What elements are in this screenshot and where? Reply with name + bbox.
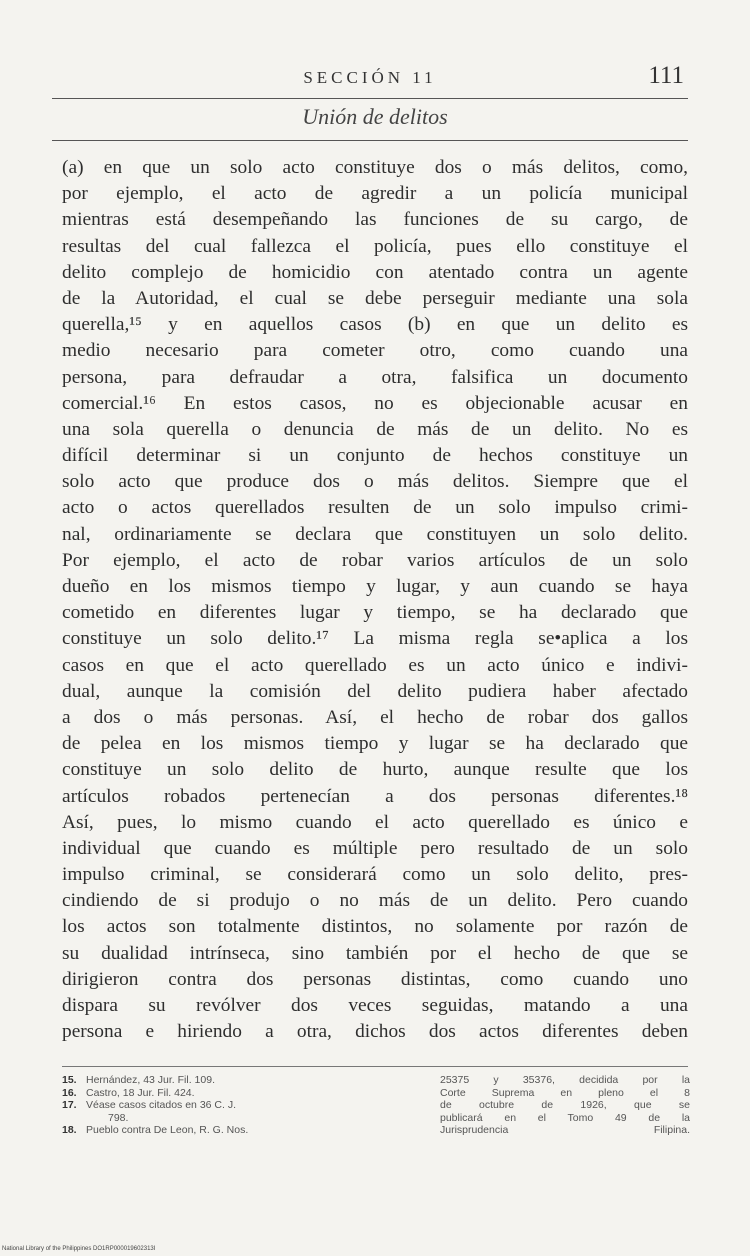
footnote-text: Hernández, 43 Jur. Fil. 109. bbox=[86, 1074, 215, 1086]
footnote-number: 18. bbox=[62, 1124, 77, 1137]
body-line: (a) en que un solo acto constituye dos o más delitos, como, bbox=[62, 157, 688, 178]
body-line: artículos robados pertenecían a dos personas diferentes.¹⁸ bbox=[62, 785, 688, 807]
footnotes-right-column bbox=[440, 1074, 690, 1137]
footnotes-left-column bbox=[62, 1074, 372, 1137]
footnote-text: Castro, 18 Jur. Fil. 424. bbox=[86, 1086, 195, 1099]
body-line: dual, aunque la comisión del delito pudiera haber afectado bbox=[62, 680, 688, 702]
body-line: difícil determinar si un conjunto de hechos constituye un bbox=[62, 445, 688, 467]
page-subtitle: Unión de delitos bbox=[302, 104, 448, 129]
body-line: querella,¹⁵ y en aquellos casos (b) en que un delito es bbox=[62, 314, 688, 336]
footnote-text: 798. bbox=[108, 1111, 129, 1124]
body-line: de la Autoridad, el cual se debe perseguir mediante una sola bbox=[62, 287, 688, 309]
body-line: individual que cuando es múltiple pero resultado de un solo bbox=[62, 837, 688, 859]
footnote bbox=[62, 1124, 372, 1137]
body-line: medio necesario para cometer otro, como cuando una bbox=[62, 340, 688, 362]
page-number: 111 bbox=[648, 62, 684, 89]
body-text bbox=[62, 155, 688, 1045]
footnote bbox=[62, 1099, 372, 1112]
body-line: nal, ordinariamente se declara que constituyen un solo delito. bbox=[62, 523, 688, 545]
body-line: los actos son totalmente distintos, no solamente por razón de bbox=[62, 916, 688, 938]
footnote-number: 16. bbox=[62, 1086, 77, 1099]
body-line: una sola querella o denuncia de más de un delito. No es bbox=[62, 418, 688, 440]
footnote-rule bbox=[62, 1066, 688, 1067]
body-line: dirigieron contra dos personas distintas, como cuando uno bbox=[62, 968, 688, 990]
body-line: acto o actos querellados resulten de un solo impulso crimi- bbox=[62, 497, 688, 519]
body-line: cometido en diferentes lugar y tiempo, se ha declarado que bbox=[62, 602, 688, 624]
body-line: delito complejo de homicidio con atentado contra un agente bbox=[62, 261, 688, 283]
footnote bbox=[62, 1112, 372, 1125]
footnote-text: Véase casos citados en 36 C. J. bbox=[86, 1099, 236, 1112]
scan-stamp: National Library of the Philippines DO1RP000019602313I bbox=[2, 1246, 156, 1252]
body-line: de pelea en los mismos tiempo y lugar se ha declarado que bbox=[62, 733, 688, 755]
body-line: dueño en los mismos tiempo y lugar, y aun cuando se haya bbox=[62, 576, 688, 597]
footnote-continuation-line: publicará en el Tomo 49 de la bbox=[440, 1111, 690, 1124]
body-line: por ejemplo, el acto de agredir a un policía municipal bbox=[62, 183, 688, 205]
body-line: dispara su revólver dos veces seguidas, matando a una bbox=[62, 995, 688, 1016]
body-line: persona, para defraudar a otra, falsifica un documento bbox=[62, 366, 688, 388]
body-line: cindiendo de si produjo o no más de un delito. Pero cuando bbox=[62, 890, 688, 912]
body-line: constituye un solo delito.¹⁷ La misma regla se•aplica a los bbox=[62, 628, 688, 650]
body-line: Así, pues, lo mismo cuando el acto querellado es único e bbox=[62, 811, 688, 833]
header-rule-bottom bbox=[52, 140, 688, 141]
body-line: impulso criminal, se considerará como un solo delito, pres- bbox=[62, 864, 688, 886]
body-line: mientras está desempeñando las funciones de su cargo, de bbox=[62, 209, 688, 231]
footnote-continuation-line: Jurisprudencia Filipina. bbox=[440, 1124, 690, 1137]
header-rule-top bbox=[52, 98, 688, 99]
page-header bbox=[52, 62, 688, 92]
body-line: constituye un solo delito de hurto, aunque resulte que los bbox=[62, 759, 688, 781]
footnote-continuation-line: 25375 y 35376, decidida por la bbox=[440, 1074, 690, 1086]
footnote-text: Pueblo contra De Leon, R. G. Nos. bbox=[86, 1124, 249, 1137]
body-line: su dualidad intrínseca, sino también por el hecho de que se bbox=[62, 942, 688, 964]
section-title: SECCIÓN 11 bbox=[303, 68, 437, 87]
body-line: solo acto que produce dos o más delitos. Siempre que el bbox=[62, 471, 688, 493]
footnote-number: 17. bbox=[62, 1099, 77, 1112]
body-line: a dos o más personas. Así, el hecho de robar dos gallos bbox=[62, 706, 688, 728]
footnote-continuation-line: Corte Suprema en pleno el 8 bbox=[440, 1086, 690, 1099]
footnote-number: 15. bbox=[62, 1074, 77, 1086]
footnote bbox=[62, 1074, 372, 1087]
footnote-continuation-line: de octubre de 1926, que se bbox=[440, 1099, 690, 1112]
footnote bbox=[62, 1087, 372, 1100]
body-line: comercial.¹⁶ En estos casos, no es objecionable acusar en bbox=[62, 392, 688, 414]
body-line: Por ejemplo, el acto de robar varios artículos de un solo bbox=[62, 549, 688, 571]
body-line: casos en que el acto querellado es un acto único e indivi- bbox=[62, 654, 688, 676]
body-line: resultas del cual fallezca el policía, pues ello constituye el bbox=[62, 235, 688, 257]
body-line: persona e hiriendo a otra, dichos dos actos diferentes deben bbox=[62, 1021, 688, 1043]
